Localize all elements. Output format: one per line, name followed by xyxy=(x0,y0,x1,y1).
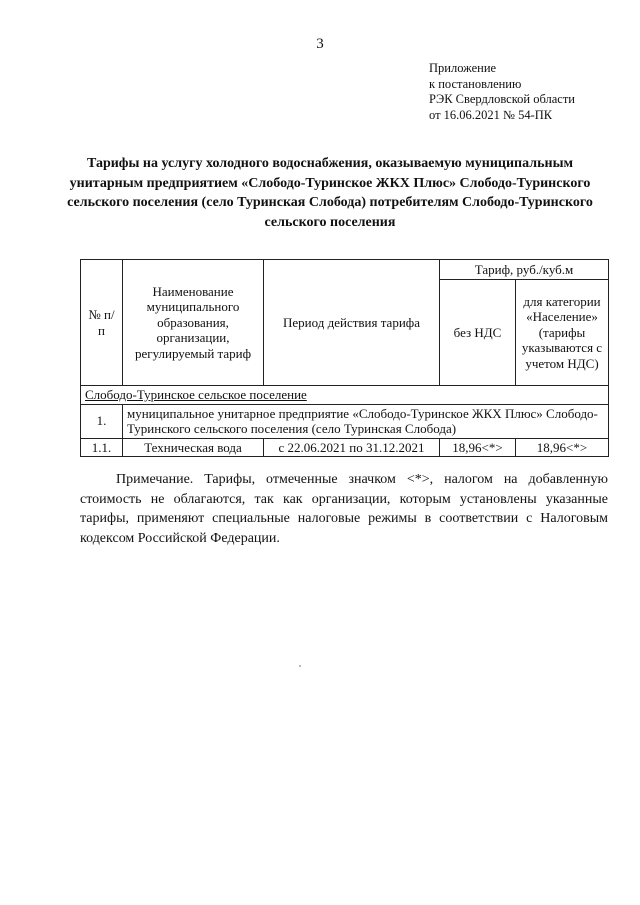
scan-speck xyxy=(299,665,301,667)
appendix-line: от 16.06.2021 № 54-ПК xyxy=(429,107,553,122)
section-title: Слободо-Туринское сельское поселение xyxy=(81,386,609,405)
note-paragraph: Примечание. Тарифы, отмеченные значком <*>, налогом на добавленную стоимость не облагаются, так как организации, которым установлены указанные тарифы, применяют специальные налоговые режимы в соответствии с Налоговым кодексом Российской Федерации. xyxy=(80,472,608,546)
table-row xyxy=(81,438,609,457)
table-row xyxy=(81,404,609,438)
row-population: 18,96<*> xyxy=(516,438,609,457)
document-title: Тарифы на услугу холодного водоснабжения, оказываемую муниципальным унитарным предприятием «Слободо-Туринское ЖКХ Плюс» Слободо-Туринского сельского поселения (село Туринская Слобода) потребителям Слободо-Туринского сельского поселения xyxy=(67,156,593,230)
page-number: 3 xyxy=(316,36,324,52)
row-name: Техническая вода xyxy=(123,438,264,457)
header-tariff-group: Тариф, руб./куб.м xyxy=(440,260,609,280)
appendix-block xyxy=(429,61,575,123)
tariff-table xyxy=(80,259,609,457)
header-name: Наименование муниципального образования, организации, регулируемый тариф xyxy=(123,260,264,386)
header-population: для категории «Население» (тарифы указываются с учетом НДС) xyxy=(516,280,609,386)
header-period: Период действия тарифа xyxy=(264,260,440,386)
appendix-line: РЭК Свердловской области xyxy=(429,92,575,106)
row-no-vat: 18,96<*> xyxy=(440,438,516,457)
header-no-vat: без НДС xyxy=(440,280,516,386)
appendix-line: к постановлению xyxy=(429,76,522,91)
org-num: 1. xyxy=(81,404,123,438)
header-num: № п/п xyxy=(81,260,123,386)
row-period: с 22.06.2021 по 31.12.2021 xyxy=(264,438,440,457)
row-num: 1.1. xyxy=(81,438,123,457)
appendix-line: Приложение xyxy=(429,61,497,75)
org-name: муниципальное унитарное предприятие «Слободо-Туринское ЖКХ Плюс» Слободо-Туринского сельского поселения (село Туринская Слобода) xyxy=(123,404,609,438)
